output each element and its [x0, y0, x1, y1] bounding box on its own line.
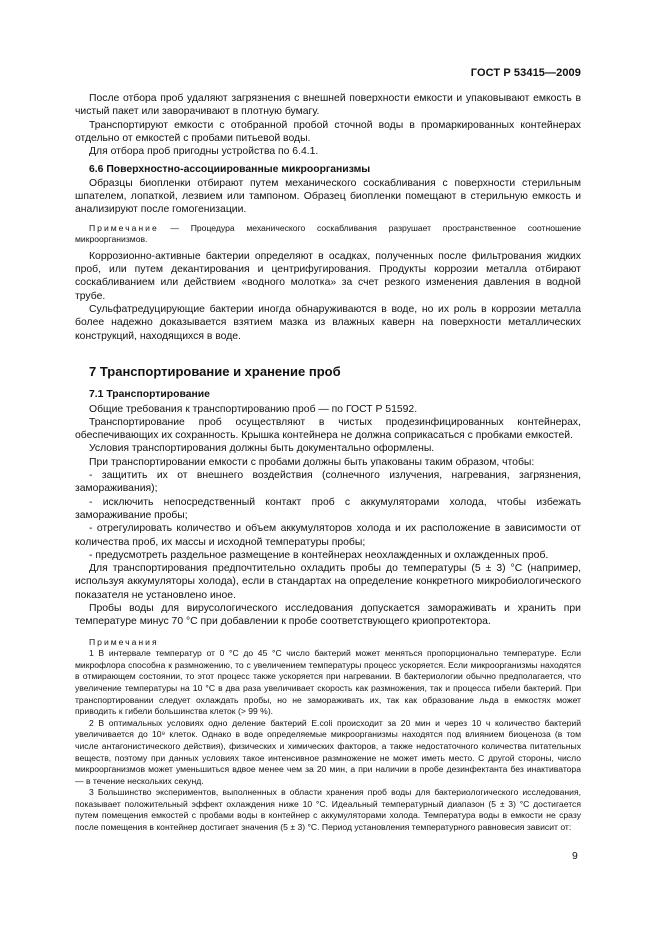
section-7-paragraph-4: При транспортировании емкости с пробами должны быть упакованы таким образом, чтобы: — [89, 456, 535, 468]
intro-paragraph-1: После отбора проб удаляют загрязнения с внешней поверхности емкости и упаковывают емкость в чистый пакет или заворачивают в плотную бумагу. — [75, 93, 581, 118]
section-7-paragraph-2: Транспортирование проб осуществляют в чистых продезинфицированных контейнерах, обеспечивающих их сохранность. Крышка контейнера не должна соприкасаться с пробками емкостей. — [75, 416, 581, 442]
note-2: 2 В оптимальных условиях одно деление бактерий E.coli происходит за 20 мин и через 10 ч количество бактерий увеличивается до 10⁹ клеток. Однако в воде определяемые микроорганизмы находятся под влиянием биоценоза (в том числе антагонистического действия), физических и химических факторов, а также недостаточного количества питательных веществ, поэтому при данных условиях такое интенсивное размножение не может иметь место. С другой стороны, число микроорганизмов может уменьшиться вдвое менее чем за 20 мин, а при наличии в пробе дезинфектанта без инактиватора — в течение нескольких секунд. — [75, 717, 581, 786]
section-6-6-paragraph-3: Сульфатредуцирующие бактерии иногда обнаруживаются в воде, но их роль в коррозии металла более надежно доказывается взятием мазка из влажных каверн на поверхности металлических конструкций, находящихся в воде. — [75, 304, 581, 342]
section-7-paragraph-3: Условия транспортирования должны быть документально оформлены. — [89, 443, 435, 455]
section-7-paragraph-6: Пробы воды для вирусологического исследования допускается замораживать и хранить при температуре минус 70 °С при добавлении к пробе соответствующего криопротектора. — [75, 602, 581, 628]
note-text: — Процедура механического соскабливания разрушает пространственное соотношение микроорганизмов. — [75, 222, 581, 245]
section-7-paragraph-1: Общие требования к транспортированию проб — по ГОСТ Р 51592. — [89, 403, 418, 415]
bullet-4: - предусмотреть раздельное размещение в контейнерах неохлажденных и охлажденных проб. — [89, 549, 549, 561]
note-label: Примечание — [89, 222, 159, 233]
section-6-6-paragraph-1: Образцы биопленки отбирают путем механического соскабливания с поверхности стерильным шпателем, лопаткой, лезвием или тампоном. Образец биопленки помещают в стерильную емкость и анализируют после гомогенизации. — [75, 177, 581, 216]
intro-paragraph-3: Для отбора проб пригодны устройства по 6.4.1. — [89, 146, 319, 158]
page-header-title: ГОСТ Р 53415—2009 — [470, 67, 581, 79]
bullet-1: - защитить их от внешнего воздействия (солнечного излучения, нагревания, загрязнения, замораживания); — [75, 470, 581, 495]
section-7-paragraph-5: Для транспортирования предпочтительно охладить пробы до температуры (5 ± 3) °С (например, используя аккумуляторы холода), если в стандартах на определение конкретного микробиологического показателя не установлено иное. — [75, 563, 581, 601]
section-6-6-paragraph-2: Коррозионно-активные бактерии определяют в осадках, полученных после фильтрования жидких проб, или путем декантирования и центрифугирования. Продукты коррозии металла отбирают соскабливанием или действием «водного молотка» за счет резкого изменения давления в водной трубе. — [75, 250, 581, 302]
bullet-2: - исключить непосредственный контакт проб с аккумуляторами холода, чтобы избежать замораживание пробы; — [75, 496, 581, 521]
document-body — [75, 92, 581, 834]
section-6-6-note — [75, 223, 581, 246]
note-3: 3 Большинство экспериментов, выполненных в области хранения проб воды для бактериологического исследования, показывает положительный эффект охлаждения ниже 10 °С. Идеальный температурный диапазон (5 ± 3) °С достигается путем помещения емкостей с пробами воды в контейнер с аккумуляторами холода. Температура воды в емкости не сразу после помещения в контейнер достигает значения (5 ± 3) °С. Период установления температурного равновесия зависит от: — [75, 787, 581, 833]
note-1: 1 В интервале температур от 0 °С до 45 °С число бактерий может меняться пропорционально температуре. Если микрофлора способна к размножению, то с увеличением температуры процесс ускоряется. Если микроорганизмы находятся в отмирающем состоянии, то этот процесс также ускоряется при нагревании. В бактериологии обычно предполагается, что увеличение температуры на 10 °С в два раза увеличивает скорость как размножения, так и процесса гибели бактерий. При транспортировании следует охлаждать пробы, но не замораживать их, так как образование льда в емкостях может приводить к гибели большинства клеток (> 99 %). — [75, 648, 581, 717]
bullet-3: - отрегулировать количество и объем аккумуляторов холода и их расположение в зависимости от количества проб, их массы и исходной температуры пробы; — [75, 523, 581, 548]
section-7-1-title: 7.1 Транспортирование — [89, 389, 210, 401]
section-7-title: 7 Транспортирование и хранение проб — [89, 363, 341, 379]
intro-paragraph-2: Транспортируют емкости с отобранной пробой сточной воды в промаркированных контейнерах отдельно от емкостей с пробами питьевой воды. — [75, 119, 581, 144]
section-6-6-title: 6.6 Поверхностно-ассоциированные микроорганизмы — [89, 164, 371, 176]
notes-title: Примечания — [89, 636, 159, 647]
page-number: 9 — [572, 851, 578, 862]
